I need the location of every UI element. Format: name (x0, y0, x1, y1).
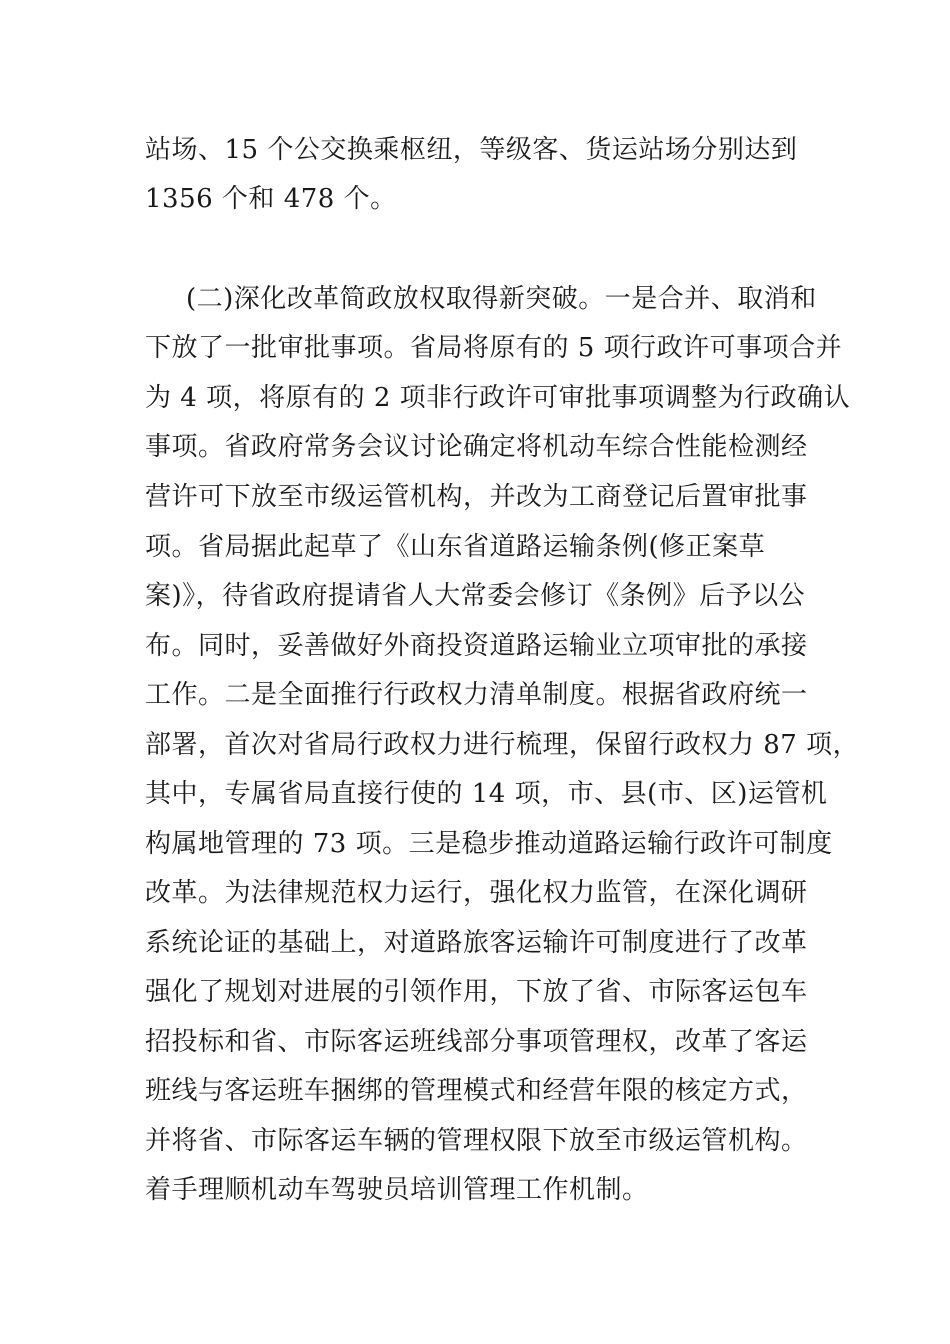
text-line: 其中，专属省局直接行使的 14 项，市、县(市、区)运管机 (145, 779, 828, 809)
text-line: 着手理顺机动车驾驶员培训管理工作机制。 (145, 1175, 649, 1205)
text-line: 1356 个和 478 个。 (145, 184, 397, 214)
text-line: 招投标和省、市际客运班线部分事项管理权，改革了客运 (145, 1027, 808, 1057)
text-line: 强化了规划对进展的引领作用，下放了省、市际客运包车 (145, 977, 808, 1007)
text-line: 事项。省政府常务会议讨论确定将机动车综合性能检测经 (145, 432, 808, 462)
text-line: 部署，首次对省局行政权力进行梳理，保留行政权力 87 项， (145, 730, 860, 760)
text-line: (二)深化改革简政放权取得新突破。一是合并、取消和 (186, 284, 817, 314)
text-line: 站场、15 个公交换乘枢纽，等级客、货运站场分别达到 (145, 135, 798, 165)
text-line: 班线与客运班车捆绑的管理模式和经营年限的核定方式， (145, 1076, 808, 1106)
text-line: 改革。为法律规范权力运行，强化权力监管，在深化调研 (145, 878, 808, 908)
text-line: 系统论证的基础上，对道路旅客运输许可制度进行了改革 (145, 928, 808, 958)
text-line: 构属地管理的 73 项。三是稳步推动道路运输行政许可制度 (145, 829, 833, 859)
text-line: 项。省局据此起草了《山东省道路运输条例(修正案草 (145, 532, 766, 562)
text-line: 工作。二是全面推行行政权力清单制度。根据省政府统一 (145, 680, 808, 710)
text-line: 营许可下放至市级运管机构，并改为工商登记后置审批事 (145, 482, 808, 512)
text-line: 为 4 项，将原有的 2 项非行政许可审批事项调整为行政确认 (145, 383, 851, 413)
text-line: 布。同时，妥善做好外商投资道路运输业立项审批的承接 (145, 631, 808, 661)
text-line: 案)》，待省政府提请省人大常委会修订《条例》后予以公 (145, 581, 806, 611)
text-line: 下放了一批审批事项。省局将原有的 5 项行政许可事项合并 (145, 333, 843, 363)
text-line: 并将省、市际客运车辆的管理权限下放至市级运管机构。 (145, 1126, 808, 1156)
